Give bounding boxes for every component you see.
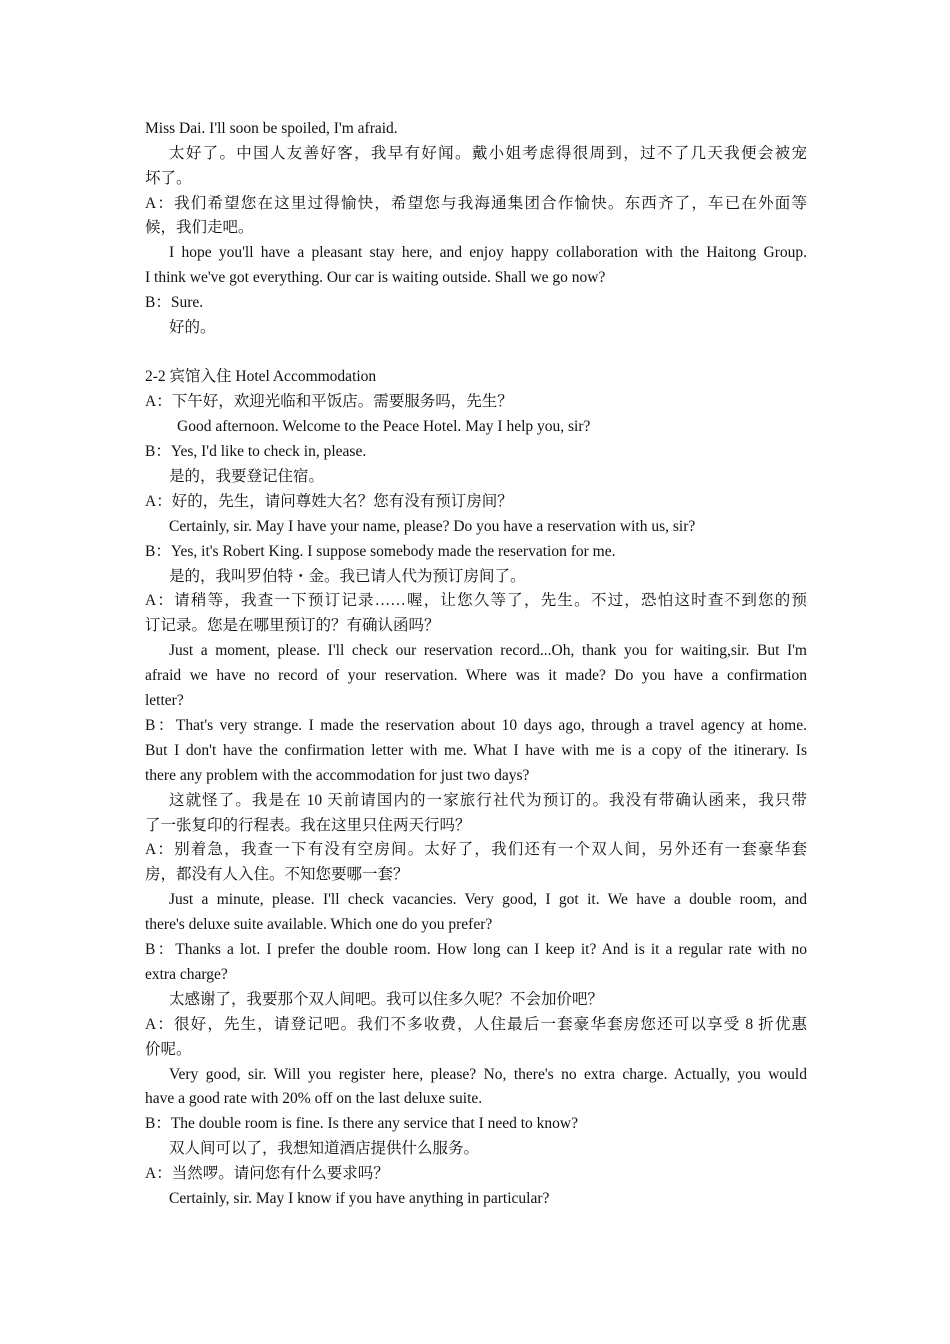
text-line: letter? <box>145 692 184 709</box>
text-line: 订记录。您是在哪里预订的？有确认函吗？ <box>145 617 440 634</box>
text-line: A：别着急，我查一下有没有空房间。太好了，我们还有一个双人间，另外还有一套豪华套 <box>145 841 807 858</box>
text-line: B：Sure. <box>145 294 204 311</box>
text-line: 房，都没有人入住。不知您要哪一套？ <box>145 866 409 883</box>
text-line: Just a minute, please. I'll check vacancies. Very good, I got it. We have a double room, and <box>169 891 807 908</box>
text-line: A：下午好，欢迎光临和平饭店。需要服务吗，先生？ <box>145 393 513 410</box>
text-line: 了一张复印的行程表。我在这里只住两天行吗？ <box>145 817 471 834</box>
text-line: 太感谢了，我要那个双人间吧。我可以住多久呢？不会加价吧？ <box>169 991 604 1008</box>
text-line: But I don't have the confirmation letter with me. What I have with me is a copy of the itinerary. Is <box>145 742 807 759</box>
text-line: Certainly, sir. May I have your name, please? Do you have a reservation with us, sir? <box>169 518 696 535</box>
text-line: Good afternoon. Welcome to the Peace Hotel. May I help you, sir? <box>177 418 591 435</box>
text-line: B：Thanks a lot. I prefer the double room. How long can I keep it? And is it a regular rate with no <box>145 941 807 958</box>
text-line: Very good, sir. Will you register here, please? No, there's no extra charge. Actually, you would <box>169 1066 807 1083</box>
text-line: I think we've got everything. Our car is waiting outside. Shall we go now? <box>145 269 606 286</box>
text-line: Certainly, sir. May I know if you have anything in particular? <box>169 1190 550 1207</box>
text-line: afraid we have no record of your reservation. Where was it made? Do you have a confirmation <box>145 667 807 684</box>
text-line: have a good rate with 20% off on the last deluxe suite. <box>145 1090 483 1107</box>
text-line: A：很好，先生，请登记吧。我们不多收费，人住最后一套豪华套房您还可以享受 8 折优惠 <box>145 1016 807 1033</box>
text-line: 这就怪了。我是在 10 天前请国内的一家旅行社代为预订的。我没有带确认函来，我只带 <box>169 792 807 809</box>
text-line: Just a moment, please. I'll check our reservation record...Oh, thank you for waiting,sir. But I'm <box>169 642 807 659</box>
text-line: there any problem with the accommodation for just two days? <box>145 767 530 784</box>
text-line: A：我们希望您在这里过得愉快，希望您与我海通集团合作愉快。东西齐了，车已在外面等 <box>145 195 807 212</box>
text-line: I hope you'll have a pleasant stay here, and enjoy happy collaboration with the Haitong Group. <box>169 244 807 261</box>
text-line: 太好了。中国人友善好客，我早有好闻。戴小姐考虑得很周到，过不了几天我便会被宠 <box>169 145 807 162</box>
text-line: 好的。 <box>169 319 216 336</box>
text-line: 价呢。 <box>145 1041 192 1058</box>
text-line: extra charge? <box>145 966 228 983</box>
text-line: A：请稍等，我查一下预订记录……喔，让您久等了，先生。不过，恐怕这时查不到您的预 <box>145 592 807 609</box>
text-line: 双人间可以了，我想知道酒店提供什么服务。 <box>169 1140 480 1157</box>
text-line: there's deluxe suite available. Which one do you prefer? <box>145 916 493 933</box>
text-line: 是的，我叫罗伯特・金。我已请人代为预订房间了。 <box>169 568 526 585</box>
text-line: A：好的，先生，请问尊姓大名？您有没有预订房间？ <box>145 493 513 510</box>
text-line: B：Yes, I'd like to check in, please. <box>145 443 367 460</box>
text-line: B：That's very strange. I made the reservation about 10 days ago, through a travel agency at home. <box>145 717 807 734</box>
text-line: 坏了。 <box>145 170 192 187</box>
text-line: 2-2 宾馆入住 Hotel Accommodation <box>145 368 377 385</box>
text-line: 是的，我要登记住宿。 <box>169 468 325 485</box>
text-line: 候，我们走吧。 <box>145 219 254 236</box>
text-line: B：Yes, it's Robert King. I suppose somebody made the reservation for me. <box>145 543 616 560</box>
text-line: A：当然啰。请问您有什么要求吗？ <box>145 1165 389 1182</box>
text-line: Miss Dai. I'll soon be spoiled, I'm afraid. <box>145 120 398 137</box>
text-line: B：The double room is fine. Is there any service that I need to know? <box>145 1115 579 1132</box>
